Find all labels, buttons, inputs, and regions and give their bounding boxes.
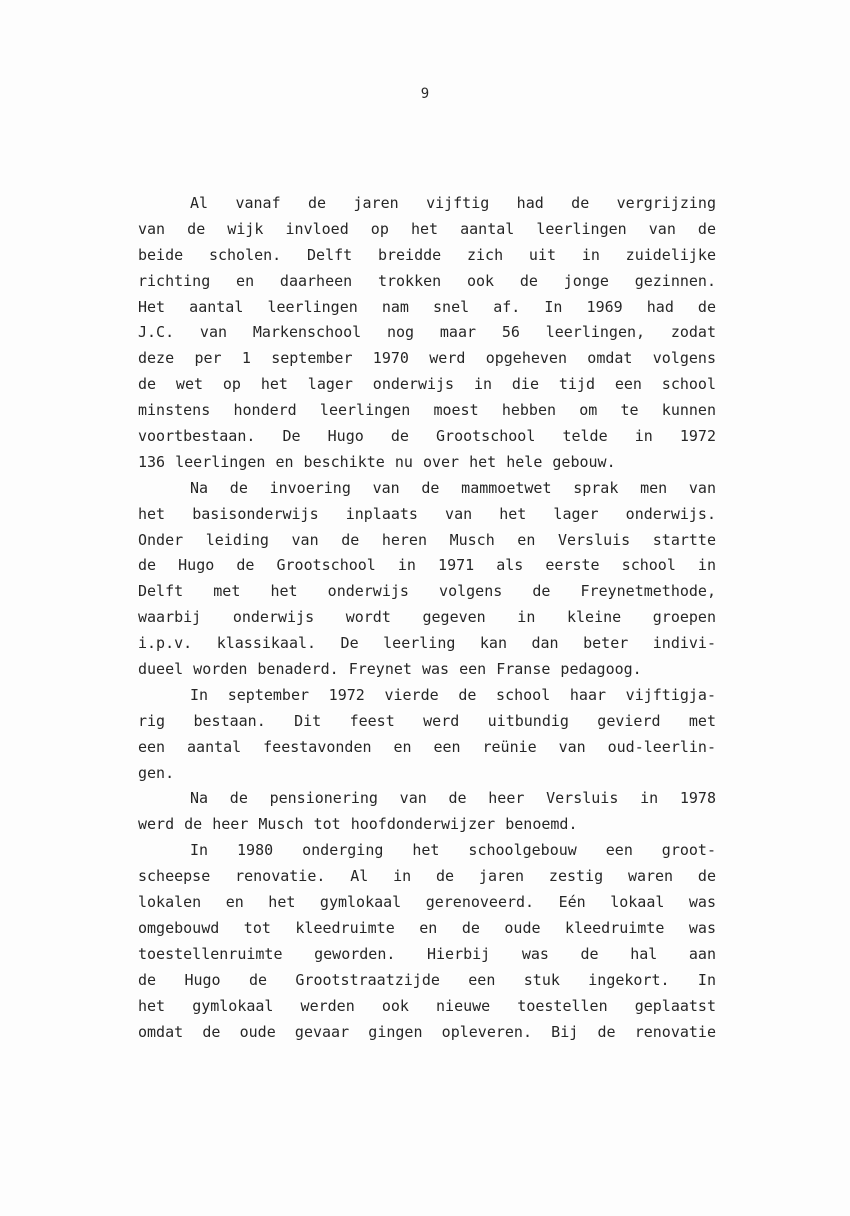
text-line: een aantal feestavonden en een reünie van oud-leerlin-	[138, 737, 716, 756]
text-line: beide scholen. Delft breidde zich uit in zuidelijke	[138, 245, 716, 264]
page-number: 9	[420, 86, 430, 102]
text-line: 136 leerlingen en beschikte nu over het hele gebouw.	[138, 452, 616, 471]
text-line: voortbestaan. De Hugo de Grootschool telde in 1972	[138, 427, 716, 446]
text-line: Het aantal leerlingen nam snel af. In 1969 had de	[138, 297, 716, 316]
text-line: van de wijk invloed op het aantal leerlingen van de	[138, 219, 716, 238]
text-line: scheepse renovatie. Al in de jaren zestig waren de	[138, 867, 716, 886]
text-line: de Hugo de Grootstraatzijde een stuk ingekort. In	[138, 970, 716, 989]
text-line: i.p.v. klassikaal. De leerling kan dan beter indivi-	[138, 634, 716, 653]
text-line: Onder leiding van de heren Musch en Versluis startte	[138, 530, 716, 549]
text-line: In september 1972 vierde de school haar vijftigja-	[190, 685, 716, 704]
text-line: toestellenruimte geworden. Hierbij was de hal aan	[138, 944, 716, 963]
text-line: Al vanaf de jaren vijftig had de vergrijzing	[190, 194, 716, 212]
text-line: omgebouwd tot kleedruimte en de oude kleedruimte was	[138, 918, 716, 937]
text-line: rig bestaan. Dit feest werd uitbundig gevierd met	[138, 711, 716, 730]
text-line: J.C. van Markenschool nog maar 56 leerlingen, zodat	[138, 323, 716, 342]
text-line: minstens honderd leerlingen moest hebben om te kunnen	[138, 401, 716, 420]
text-line: waarbij onderwijs wordt gegeven in kleine groepen	[138, 608, 716, 627]
text-line: werd de heer Musch tot hoofdonderwijzer benoemd.	[138, 815, 578, 834]
text-line: Na de pensionering van de heer Versluis in 1978	[190, 789, 716, 808]
text-line: de Hugo de Grootschool in 1971 als eerste school in	[138, 556, 716, 575]
text-line: het basisonderwijs inplaats van het lager onderwijs.	[138, 504, 716, 523]
text-line: gen.	[138, 763, 175, 782]
text-line: de wet op het lager onderwijs in die tijd een school	[138, 375, 716, 394]
text-line: dueel worden benaderd. Freynet was een Franse pedagoog.	[138, 660, 642, 679]
text-line: deze per 1 september 1970 werd opgeheven omdat volgens	[138, 349, 716, 368]
text-line: richting en daarheen trokken ook de jonge gezinnen.	[138, 271, 716, 290]
text-line: Delft met het onderwijs volgens de Freynetmethode,	[138, 582, 716, 601]
text-line: In 1980 onderging het schoolgebouw een groot-	[190, 841, 716, 860]
text-line: Na de invoering van de mammoetwet sprak men van	[190, 478, 716, 497]
body-text	[138, 191, 716, 1045]
text-line: omdat de oude gevaar gingen opleveren. Bij de renovatie	[138, 1022, 716, 1041]
text-line: lokalen en het gymlokaal gerenoveerd. Eén lokaal was	[138, 893, 716, 912]
text-line: het gymlokaal werden ook nieuwe toestellen geplaatst	[138, 996, 716, 1015]
